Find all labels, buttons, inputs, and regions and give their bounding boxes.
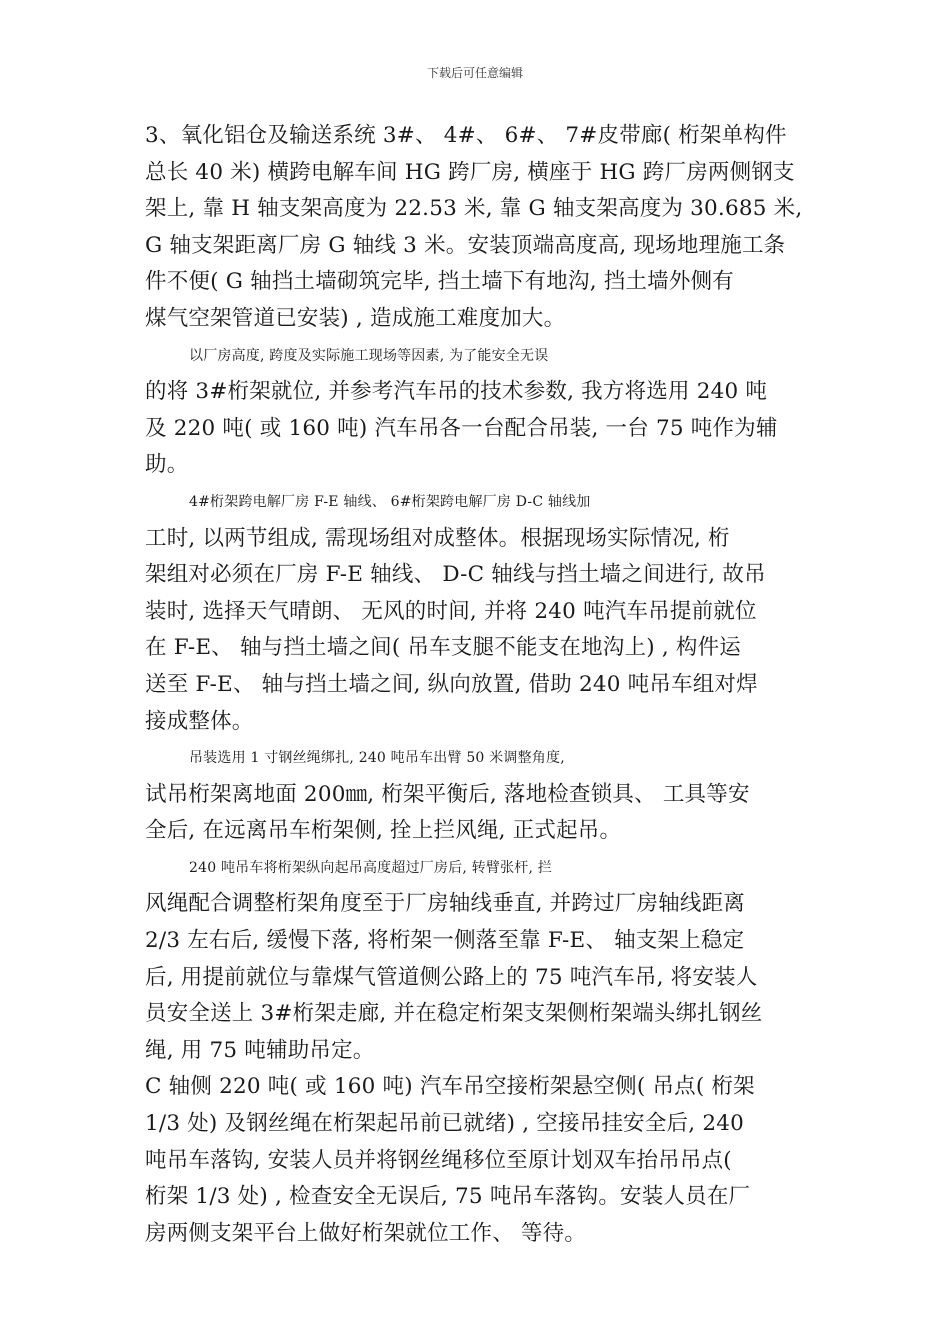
text-line: 助。 xyxy=(145,452,189,478)
text-line: 接成整体。 xyxy=(145,708,254,734)
text-line: 煤气空架管道已安装) , 造成施工难度加大。 xyxy=(145,305,566,331)
text-line: 2/3 左右后, 缓慢下落, 将桁架一侧落至靠 F-E、 轴支架上稳定 xyxy=(145,928,745,954)
text-line: 全后, 在远离吊车桁架侧, 拴上拦风绳, 正式起吊。 xyxy=(145,818,622,844)
text-line: 试吊桁架离地面 200㎜, 桁架平衡后, 落地检查锁具、 工具等安 xyxy=(145,781,750,807)
text-line: 以厂房高度, 跨度及实际施工现场等因素, 为了能安全无误 xyxy=(189,347,549,364)
text-line: 吨吊车落钩, 安装人员并将钢丝绳移位至原计划双车抬吊吊点( xyxy=(145,1147,732,1173)
text-line: 1/3 处) 及钢丝绳在桁架起吊前已就绪) , 空接吊挂安全后, 240 xyxy=(145,1111,744,1137)
text-line: 在 F-E、 轴与挡土墙之间( 吊车支腿不能支在地沟上) , 构件运 xyxy=(145,635,741,661)
text-line: 及 220 吨( 或 160 吨) 汽车吊各一台配合吊装, 一台 75 吨作为辅 xyxy=(145,415,778,441)
page-header: 下载后可任意编辑 xyxy=(426,66,523,80)
text-line: 的将 3#桁架就位, 并参考汽车吊的技术参数, 我方将选用 240 吨 xyxy=(145,379,768,405)
text-line: 240 吨吊车将桁架纵向起吊高度超过厂房后, 转臂张杆, 拦 xyxy=(189,859,552,876)
text-line: C 轴侧 220 吨( 或 160 吨) 汽车吊空接桁架悬空侧( 吊点( 桁架 xyxy=(145,1074,755,1100)
text-line: 房两侧支架平台上做好桁架就位工作、 等待。 xyxy=(145,1220,587,1246)
text-line: 4#桁架跨电解厂房 F-E 轴线、 6#桁架跨电解厂房 D-C 轴线加 xyxy=(189,493,591,510)
text-line: 3、氧化铝仓及输送系统 3#、 4#、 6#、 7#皮带廊( 桁架单构件 xyxy=(145,123,787,148)
text-line: 吊装选用 1 寸钢丝绳绑扎, 240 吨吊车出臂 50 米调整角度, xyxy=(189,750,565,767)
text-line: 架组对必须在厂房 F-E 轴线、 D-C 轴线与挡土墙之间进行, 故吊 xyxy=(145,562,766,588)
text-line: 总长 40 米) 横跨电解车间 HG 跨厂房, 横座于 HG 跨厂房两侧钢支 xyxy=(145,159,795,185)
text-line: 绳, 用 75 吨辅助吊定。 xyxy=(145,1037,375,1063)
text-line: 员安全送上 3#桁架走廊, 并在稳定桁架支架侧桁架端头绑扎钢丝 xyxy=(145,1001,763,1027)
text-line: 工时, 以两节组成, 需现场组对成整体。根据现场实际情况, 桁 xyxy=(145,525,730,551)
document-body xyxy=(145,118,805,1252)
text-line: 装时, 选择天气晴朗、 无风的时间, 并将 240 吨汽车吊提前就位 xyxy=(145,598,757,624)
text-line: 送至 F-E、 轴与挡土墙之间, 纵向放置, 借助 240 吨吊车组对焊 xyxy=(145,671,758,697)
text-line: 架上, 靠 H 轴支架高度为 22.53 米, 靠 G 轴支架高度为 30.685 米, xyxy=(145,196,803,222)
text-line: 风绳配合调整桁架角度至于厂房轴线垂直, 并跨过厂房轴线距离 xyxy=(145,891,745,917)
text-line: 后, 用提前就位与靠煤气管道侧公路上的 75 吨汽车吊, 将安装人 xyxy=(145,964,758,990)
text-line: G 轴支架距离厂房 G 轴线 3 米。安装顶端高度高, 现场地理施工条 xyxy=(145,232,786,258)
text-line: 件不便( G 轴挡土墙砌筑完毕, 挡土墙下有地沟, 挡土墙外侧有 xyxy=(145,269,734,295)
text-line: 桁架 1/3 处) , 检查安全无误后, 75 吨吊车落钩。安装人员在厂 xyxy=(145,1184,751,1210)
